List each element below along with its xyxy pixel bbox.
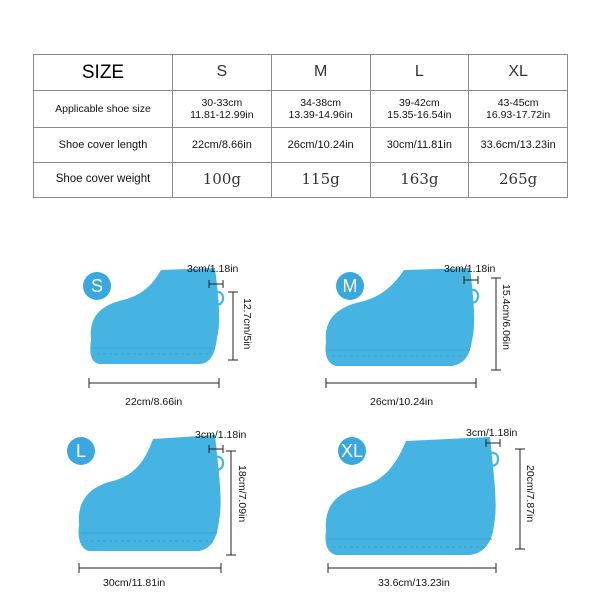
table-row bbox=[34, 128, 568, 163]
shoe-panel-xl bbox=[320, 425, 600, 600]
height-dimension-label: 20cm/7.87in bbox=[524, 465, 536, 523]
table-cell: 26cm/10.24in bbox=[271, 128, 370, 163]
size-badge: S bbox=[83, 272, 111, 300]
size-xl-header: XL bbox=[469, 55, 568, 91]
length-dimension-label: 30cm/11.81in bbox=[103, 577, 166, 589]
loop-dimension-label: 3cm/1.18in bbox=[187, 263, 239, 275]
table-cell: 22cm/8.66in bbox=[173, 128, 272, 163]
row-label: Applicable shoe size bbox=[34, 91, 173, 128]
table-row bbox=[34, 163, 568, 198]
table-cell: 115g bbox=[271, 163, 370, 198]
size-s-header: S bbox=[173, 55, 272, 91]
table-row bbox=[34, 91, 568, 128]
table-cell: 30cm/11.81in bbox=[370, 128, 469, 163]
table-cell: 100g bbox=[173, 163, 272, 198]
loop-dimension-label: 3cm/1.18in bbox=[444, 263, 496, 275]
size-m-header: M bbox=[271, 55, 370, 91]
size-l-header: L bbox=[370, 55, 469, 91]
height-dimension-label: 12.7cm/5in bbox=[241, 298, 253, 350]
shoe-cover-icon bbox=[75, 425, 355, 600]
table-cell: 163g bbox=[370, 163, 469, 198]
size-badge: M bbox=[336, 272, 364, 300]
shoe-panel-l bbox=[75, 425, 355, 600]
table-cell: 43-45cm 16.93-17.72in bbox=[469, 91, 568, 128]
table-cell: 265g bbox=[469, 163, 568, 198]
height-dimension-label: 18cm/7.09in bbox=[236, 465, 248, 523]
length-dimension-label: 33.6cm/13.23in bbox=[378, 577, 450, 589]
size-badge: XL bbox=[338, 437, 366, 465]
height-dimension-label: 15.4cm/6.06in bbox=[500, 284, 512, 350]
row-label: Shoe cover weight bbox=[34, 163, 173, 198]
table-cell: 39-42cm 15.35-16.54in bbox=[370, 91, 469, 128]
shoe-panel-m bbox=[320, 262, 600, 437]
row-label: Shoe cover length bbox=[34, 128, 173, 163]
size-header: SIZE bbox=[34, 55, 173, 91]
length-dimension-label: 26cm/10.24in bbox=[370, 396, 434, 408]
length-dimension-label: 22cm/8.66in bbox=[125, 396, 183, 408]
size-table bbox=[33, 54, 568, 198]
loop-dimension-label: 3cm/1.18in bbox=[195, 429, 247, 441]
table-cell: 33.6cm/13.23in bbox=[469, 128, 568, 163]
loop-dimension-label: 3cm/1.18in bbox=[466, 427, 518, 439]
table-cell: 34-38cm 13.39-14.96in bbox=[271, 91, 370, 128]
table-cell: 30-33cm 11.81-12.99in bbox=[173, 91, 272, 128]
table-header-row bbox=[34, 55, 568, 91]
shoe-panel-s bbox=[75, 262, 355, 437]
size-badge: L bbox=[67, 437, 95, 465]
shoe-cover-icon bbox=[75, 262, 355, 437]
